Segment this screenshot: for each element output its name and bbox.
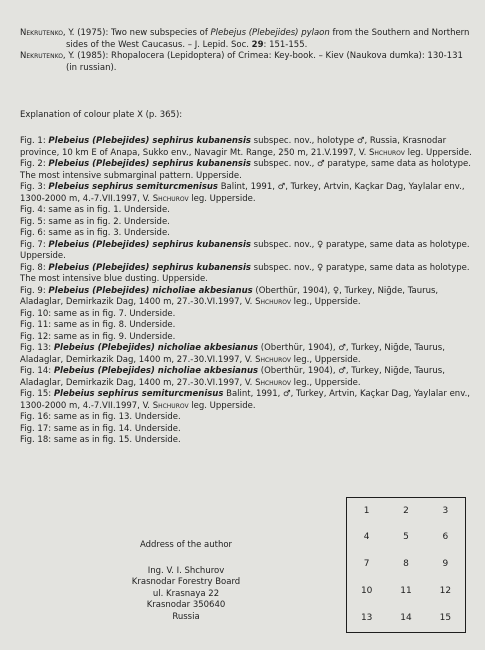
reference-text: Rhopalocera (Lepidoptera) of Crimea: Key-book. – Kiev (Naukova dumka): 130-131 (in russian). bbox=[66, 51, 463, 73]
figure-caption bbox=[20, 182, 475, 205]
figure-collector: Shchurov bbox=[255, 297, 291, 307]
figure-text: same as in fig. 1. Underside. bbox=[48, 205, 170, 215]
figure-captions bbox=[20, 136, 475, 447]
figure-text: subspec. nov., ♀ paratype, same data as holotype. Upperside. bbox=[20, 239, 470, 261]
figure-text: subspec. nov., holotype ♂, Russia, Krasnodar province, 10 km E of Anapa, Sukko env., Navagir Mt. Range, 250 m, 21.V.1997, V. bbox=[20, 136, 447, 158]
figure-text: Balint, 1991, ♂, Turkey, Artvin, Kaçkar Dag, Yaylalar env., 1300-2000 m, 4.-7.VII.1997, V. bbox=[20, 182, 465, 204]
reference-author: Nekrutenko, Y. bbox=[20, 28, 75, 38]
figure-text-tail: leg., Upperside. bbox=[290, 377, 361, 388]
figure-caption bbox=[20, 228, 475, 240]
plate-grid-cell: 9 bbox=[442, 559, 449, 570]
address-heading: Address of the author bbox=[139, 540, 233, 550]
figure-label: Fig. 17: bbox=[20, 423, 52, 434]
figure-text: subspec. nov., ♀ paratype, same data as holotype. The most intensive blue dusting. Upperside. bbox=[20, 262, 470, 284]
figure-text: same as in fig. 14. Underside. bbox=[53, 423, 181, 434]
figure-caption bbox=[20, 205, 475, 217]
address-line: Krasnodar 350640 bbox=[146, 600, 226, 610]
reference-text: Two new subspecies of bbox=[111, 28, 211, 38]
figure-text: same as in fig. 15. Underside. bbox=[53, 435, 181, 445]
figure-text: same as in fig. 8. Underside. bbox=[53, 320, 176, 330]
figure-label: Fig. 4: bbox=[20, 205, 46, 215]
figure-text: same as in fig. 2. Underside. bbox=[48, 216, 170, 227]
figure-caption bbox=[20, 159, 475, 182]
figure-collector: Shchurov bbox=[152, 193, 189, 204]
plate-grid-cell: 7 bbox=[363, 559, 370, 570]
figure-text: (Oberthür, 1904), ♂, Turkey, Niğde, Taurus, Aladaglar, Demirkazik Dag, 1400 m, 27.-30.VI.1997, V. bbox=[20, 366, 445, 388]
figure-caption bbox=[20, 136, 475, 159]
plate-layout-grid bbox=[346, 497, 466, 633]
plate-grid-cell: 5 bbox=[403, 532, 409, 543]
reference-text: from the Southern and Northern sides of the West Caucasus. – J. Lepid. Soc. bbox=[66, 28, 470, 50]
figure-taxon: Plebeius sephirus semiturcmenisus bbox=[48, 182, 218, 192]
figure-label: Fig. 13: bbox=[20, 343, 52, 353]
figure-collector: Shchurov bbox=[255, 354, 291, 365]
figure-text: (Oberthür, 1904), ♂, Turkey, Niğde, Taurus, Aladaglar, Demirkazik Dag, 1400 m, 27.-30.VI.1997, V. bbox=[20, 343, 445, 365]
figure-label: Fig. 11: bbox=[20, 320, 52, 330]
figure-taxon: Plebeius (Plebejides) nicholiae akbesianus bbox=[53, 366, 259, 376]
figure-taxon: Plebeius (Plebejides) sephirus kubanensis bbox=[48, 239, 251, 250]
author-address bbox=[96, 540, 276, 623]
address-line: ul. Krasnaya 22 bbox=[152, 588, 220, 599]
figure-text-tail: leg., Upperside. bbox=[290, 297, 361, 307]
figure-label: Fig. 10: bbox=[20, 308, 52, 319]
figure-text: Balint, 1991, ♂, Turkey, Artvin, Kaçkar Dag, Yaylalar env., 1300-2000 m, 4.-7.VII.1997, V. bbox=[20, 389, 470, 411]
reference-pages: : 151-155. bbox=[263, 39, 308, 50]
figure-label: Fig. 18: bbox=[20, 435, 52, 445]
figure-text: subspec. nov., ♂ paratype, same data as holotype. The most intensive submarginal pattern. Upperside. bbox=[20, 159, 471, 181]
plate-grid-cell: 3 bbox=[442, 505, 449, 516]
reference-volume: 29 bbox=[251, 39, 264, 50]
plate-grid-cell: 1 bbox=[363, 505, 370, 516]
figure-caption bbox=[20, 343, 475, 366]
figure-text-tail: leg. Upperside. bbox=[404, 147, 472, 158]
figure-taxon: Plebeius (Plebejides) sephirus kubanensis bbox=[48, 159, 251, 169]
plate-grid-cell: 12 bbox=[439, 586, 452, 597]
reference-1 bbox=[20, 28, 475, 51]
figure-label: Fig. 5: bbox=[20, 216, 46, 227]
plate-grid-cell: 11 bbox=[400, 586, 412, 597]
figure-caption bbox=[20, 309, 475, 321]
figure-caption bbox=[20, 286, 475, 309]
address-line: Krasnodar Forestry Board bbox=[131, 577, 241, 587]
figure-label: Fig. 9: bbox=[20, 285, 46, 296]
reference-year: (1985): bbox=[77, 51, 109, 61]
plate-grid-cell: 14 bbox=[400, 612, 412, 623]
plate-grid-cell: 8 bbox=[403, 559, 409, 570]
reference-2 bbox=[20, 51, 475, 74]
figure-collector: Shchurov bbox=[255, 377, 291, 388]
figure-caption bbox=[20, 240, 475, 263]
figure-text-tail: leg. Upperside. bbox=[188, 400, 256, 411]
figure-caption bbox=[20, 263, 475, 286]
explanation-heading: Explanation of colour plate X (p. 365): bbox=[20, 110, 183, 120]
figure-collector: Shchurov bbox=[369, 147, 405, 158]
figure-caption bbox=[20, 332, 475, 344]
plate-grid-cell: 2 bbox=[403, 505, 409, 516]
figure-caption bbox=[20, 217, 475, 229]
figure-taxon: Plebeius (Plebejides) nicholiae akbesianus bbox=[48, 285, 253, 296]
address-line: Ing. V. I. Shchurov bbox=[147, 565, 225, 576]
figure-taxon: Plebeius (Plebejides) nicholiae akbesianus bbox=[53, 343, 259, 353]
plate-grid-cell: 6 bbox=[442, 532, 449, 543]
figure-label: Fig. 16: bbox=[20, 412, 52, 422]
figure-text-tail: leg. Upperside. bbox=[188, 193, 256, 204]
figure-collector: Shchurov bbox=[152, 400, 189, 411]
figure-label: Fig. 12: bbox=[20, 331, 52, 342]
reference-year: (1975): bbox=[77, 28, 109, 38]
figure-label: Fig. 8: bbox=[20, 262, 46, 273]
figure-text: same as in fig. 9. Underside. bbox=[53, 331, 176, 342]
plate-grid-cell: 10 bbox=[360, 586, 373, 597]
figure-label: Fig. 15: bbox=[20, 389, 52, 399]
figure-caption bbox=[20, 320, 475, 332]
figure-text-tail: leg., Upperside. bbox=[290, 354, 361, 365]
figure-label: Fig. 14: bbox=[20, 366, 52, 376]
figure-taxon: Plebeius sephirus semiturcmenisus bbox=[53, 389, 224, 399]
figure-label: Fig. 6: bbox=[20, 228, 46, 238]
plate-grid-cell: 15 bbox=[439, 612, 452, 623]
figure-caption bbox=[20, 366, 475, 389]
figure-taxon: Plebeius (Plebejides) sephirus kubanensis bbox=[48, 136, 251, 146]
figure-text: same as in fig. 13. Underside. bbox=[53, 412, 181, 422]
plate-grid-cell: 4 bbox=[363, 532, 370, 543]
figure-label: Fig. 7: bbox=[20, 239, 46, 250]
figure-caption bbox=[20, 424, 475, 436]
figure-text: (Oberthür, 1904), ♀, Turkey, Niğde, Taurus, Aladaglar, Demirkazik Dag, 1400 m, 27.-30.VI.1997, V. bbox=[20, 285, 439, 307]
figure-text: same as in fig. 3. Underside. bbox=[48, 228, 170, 238]
figure-label: Fig. 1: bbox=[20, 136, 46, 146]
reference-author: Nekrutenko, Y. bbox=[20, 51, 75, 61]
address-line: Russia bbox=[172, 611, 200, 622]
figure-taxon: Plebeius (Plebejides) sephirus kubanensis bbox=[48, 262, 251, 273]
reference-taxon: Plebejus (Plebejides) pylaon bbox=[210, 28, 330, 38]
plate-grid-cell: 13 bbox=[360, 612, 373, 623]
figure-label: Fig. 2: bbox=[20, 159, 46, 169]
figure-caption bbox=[20, 389, 475, 412]
figure-caption bbox=[20, 412, 475, 424]
references bbox=[20, 28, 475, 74]
figure-caption bbox=[20, 435, 475, 447]
figure-label: Fig. 3: bbox=[20, 182, 46, 192]
figure-text: same as in fig. 7. Underside. bbox=[53, 308, 176, 319]
